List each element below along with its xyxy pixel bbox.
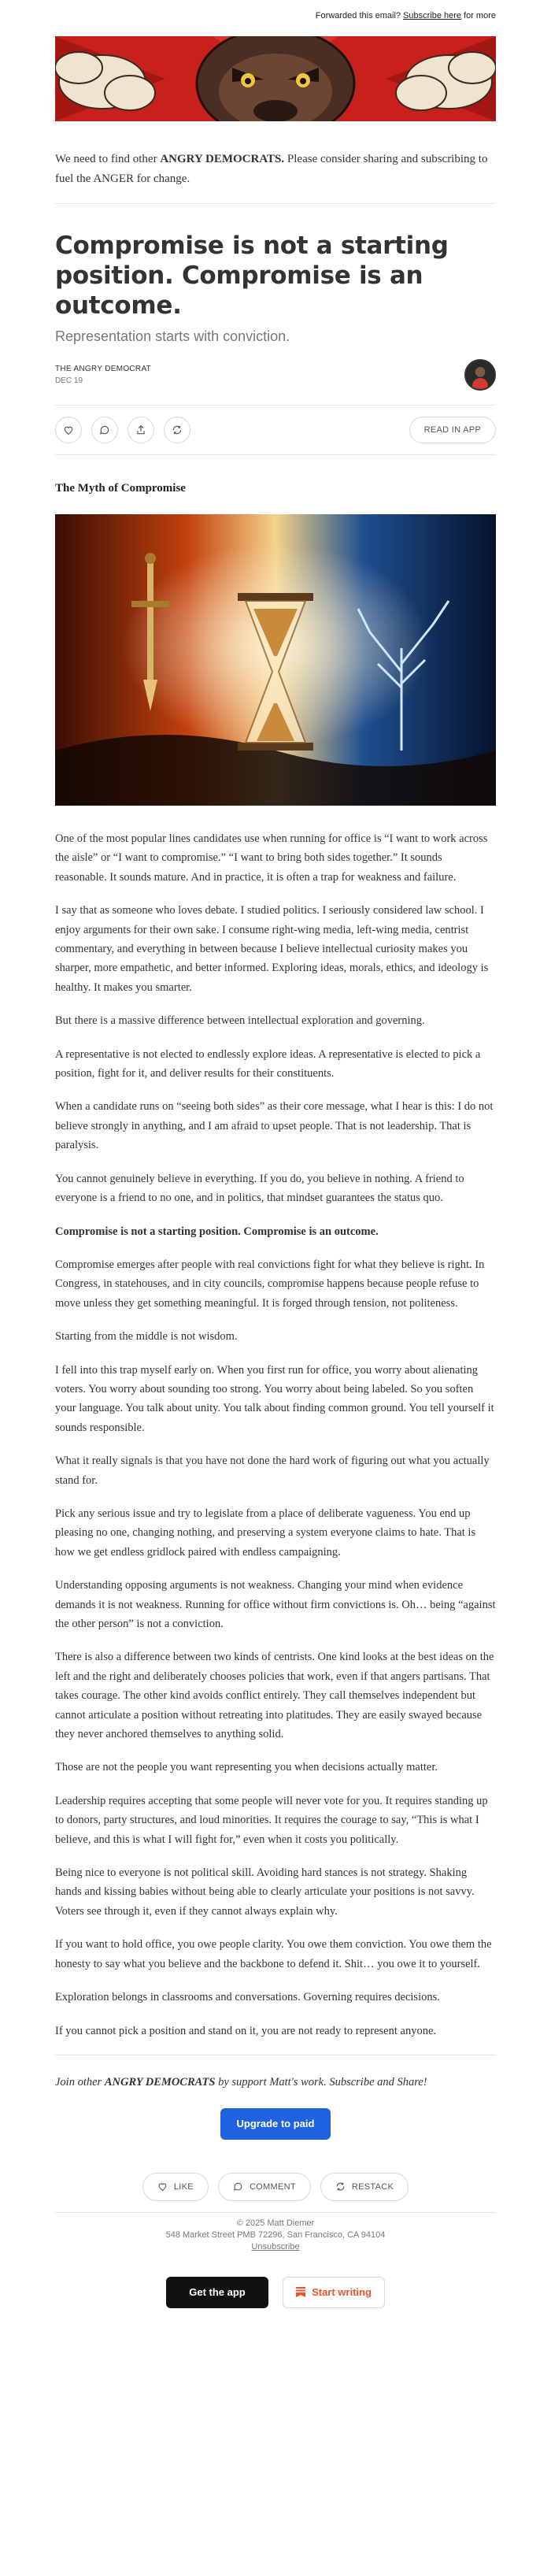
cta-before: Join other — [55, 2075, 105, 2089]
paragraph: Compromise emerges after people with real convictions fight for what they believe is right. In Congress, in statehouses, and in city councils, compromise happens because people refuse to move unless they get something meaningful. It is forged through tension, not politeness. — [55, 1258, 485, 1310]
read-in-app-button[interactable]: READ IN APP — [409, 417, 496, 443]
post-action-bar — [55, 405, 496, 455]
paragraph: Being nice to everyone is not political skill. Avoiding hard stances is not strategy. Shaking hands and kissing babies without being able to clearly articulate your positions is not savvy. Voters see through it, even if they cannot always explain why. — [55, 1866, 475, 1918]
post-date: DEC 19 — [55, 376, 83, 385]
bottom-like-button[interactable] — [142, 2173, 209, 2201]
subscribe-link[interactable]: Subscribe here — [403, 11, 462, 20]
restack-label: RESTACK — [351, 2181, 394, 2192]
share-icon — [135, 424, 146, 436]
forwarded-prefix: Forwarded this email? — [315, 11, 401, 20]
section-heading: The Myth of Compromise — [55, 482, 186, 495]
paragraph: A representative is not elected to endlessly explore ideas. A representative is elected to pick a position, fight for it, and deliver results for their constituents. — [55, 1047, 481, 1080]
paragraph: Pick any serious issue and try to legislate from a place of deliberate vagueness. You end up pleasing no one, changing nothing, and preserving a system everyone claims to hate. That is how we get endless gridlock paired with endless campaigning. — [55, 1507, 476, 1559]
post-subtitle: Representation starts with conviction. — [55, 328, 290, 344]
like-button[interactable] — [55, 417, 82, 443]
paragraph: If you cannot pick a position and stand on it, you are not ready to represent anyone. — [55, 2024, 437, 2037]
comment-button[interactable] — [91, 417, 118, 443]
author-name[interactable]: THE ANGRY DEMOCRAT — [55, 365, 152, 373]
post-title[interactable]: Compromise is not a starting position. Compromise is an outcome. — [55, 232, 449, 320]
share-button[interactable] — [128, 417, 154, 443]
app-buttons — [55, 2277, 496, 2308]
hourglass-hero-image — [55, 514, 496, 806]
comment-icon — [233, 2181, 243, 2192]
promo-before: We need to find other — [55, 153, 161, 165]
cta-after: by support Matt's work. Subscribe and Share! — [215, 2075, 427, 2089]
author-avatar[interactable] — [464, 359, 496, 391]
forwarded-suffix: for more — [464, 11, 496, 20]
copyright: © 2025 Matt Diemer — [236, 2218, 315, 2228]
angry-democrat-banner — [55, 36, 496, 121]
action-icons — [55, 417, 190, 443]
bottom-action-bar — [55, 2173, 496, 2201]
footer — [55, 2218, 496, 2253]
cta-strong: ANGRY DEMOCRATS — [104, 2075, 216, 2089]
bottom-comment-button[interactable] — [218, 2173, 311, 2201]
forwarded-notice — [55, 0, 496, 27]
email-container — [55, 0, 496, 2308]
heart-icon — [157, 2181, 168, 2192]
subscribe-cta-text — [55, 2076, 496, 2089]
paragraph: If you want to hold office, you owe people clarity. You owe them conviction. You owe them the honesty to say what you believe and the backbone to defend it. Shit… you owe it to yourself. — [55, 1938, 492, 1970]
start-writing-button[interactable] — [283, 2277, 385, 2308]
paragraph: There is also a difference between two kinds of centrists. One kind looks at the best ideas on the left and the right and deliberately chooses policies that work, even if that angers partisans. That takes courage. The other kind avoids conflict entirely. They call themselves independent but cannot articulate a position without retreating into platitudes. They are easily swayed because they never anchored themselves to anything solid. — [55, 1651, 494, 1741]
paragraph: I say that as someone who loves debate. I studied politics. I seriously considered law school. I enjoy arguments for their own sake. I consume right-wing media, left-wing media, centrist commentary, and everything in between because I believe intellectual curiosity makes you sharper, more empathetic, and better informed. Exploring ideas, morals, ethics, and ideology is healthy. It makes you smarter. — [55, 904, 489, 994]
paragraph: What it really signals is that you have not done the hard work of figuring out what you actually stand for. — [55, 1455, 490, 1487]
bottom-restack-button[interactable] — [320, 2173, 409, 2201]
paragraph: Understanding opposing arguments is not weakness. Changing your mind when evidence demands it is not weakness. Running for office without firm convictions is. Oh… being “against the other person” is not a conviction. — [55, 1579, 496, 1630]
paragraph: Exploration belongs in classrooms and conversations. Governing requires decisions. — [55, 1991, 440, 2004]
share-promo — [55, 150, 496, 204]
start-writing-label: Start writing — [312, 2286, 372, 2299]
article-body — [55, 829, 496, 2040]
like-label: LIKE — [173, 2181, 194, 2192]
paragraph: One of the most popular lines candidates use when running for office is “I want to work across the aisle” or “I want to compromise.” “I want to bring both sides together.” It sounds reasonable. It sounds mature. And in practice, it is often a trap for weakness and failure. — [55, 832, 488, 884]
upgrade-to-paid-button[interactable]: Upgrade to paid — [220, 2108, 331, 2140]
paragraph: You cannot genuinely believe in everything. If you do, you believe in nothing. A friend to everyone is a friend to no one, and in politics, that mindset guarantees the status quo. — [55, 1172, 464, 1205]
byline — [55, 359, 496, 391]
unsubscribe-link[interactable]: Unsubscribe — [251, 2241, 300, 2252]
byline-text — [55, 365, 151, 385]
paragraph: Starting from the middle is not wisdom. — [55, 1330, 238, 1344]
paragraph: When a candidate runs on “seeing both sides” as their core message, what I hear is this: I do not believe strongly in anything, and I am afraid to upset people. That is not leadership. That is paralysis. — [55, 1100, 494, 1152]
comment-icon — [99, 424, 110, 436]
paragraph: Leadership requires accepting that some people will never vote for you. It requires standing up to donors, party structures, and loud minorities. It requires the courage to say, “This is what I believe, and this is what I will fight for,” even when it costs you politically. — [55, 1794, 488, 1846]
paragraph: But there is a massive difference between intellectual exploration and governing. — [55, 1014, 425, 1028]
promo-after: Please consider sharing and subscribing to fuel the ANGER for change. — [55, 153, 488, 185]
paragraph: Those are not the people you want representing you when decisions actually matter. — [55, 1761, 438, 1774]
comment-label: COMMENT — [249, 2181, 296, 2192]
substack-icon — [296, 2287, 305, 2297]
promo-strong: ANGRY DEMOCRATS. — [160, 153, 285, 165]
paragraph: I fell into this trap myself early on. When you first run for office, you worry about alienating voters. You worry about sounding too strong. You worry about being labeled. So you soften your language. You talk about unity. You talk about finding common ground. You tell yourself it sounds responsible. — [55, 1363, 494, 1434]
address: 548 Market Street PMB 72296, San Francisco, CA 94104 — [165, 2229, 386, 2240]
bold-statement: Compromise is not a starting position. Compromise is an outcome. — [55, 1225, 379, 1238]
get-the-app-button[interactable]: Get the app — [166, 2277, 268, 2308]
restack-icon — [172, 424, 183, 436]
restack-icon — [335, 2181, 346, 2192]
heart-icon — [63, 424, 74, 436]
restack-button[interactable] — [164, 417, 190, 443]
divider — [55, 2212, 496, 2213]
